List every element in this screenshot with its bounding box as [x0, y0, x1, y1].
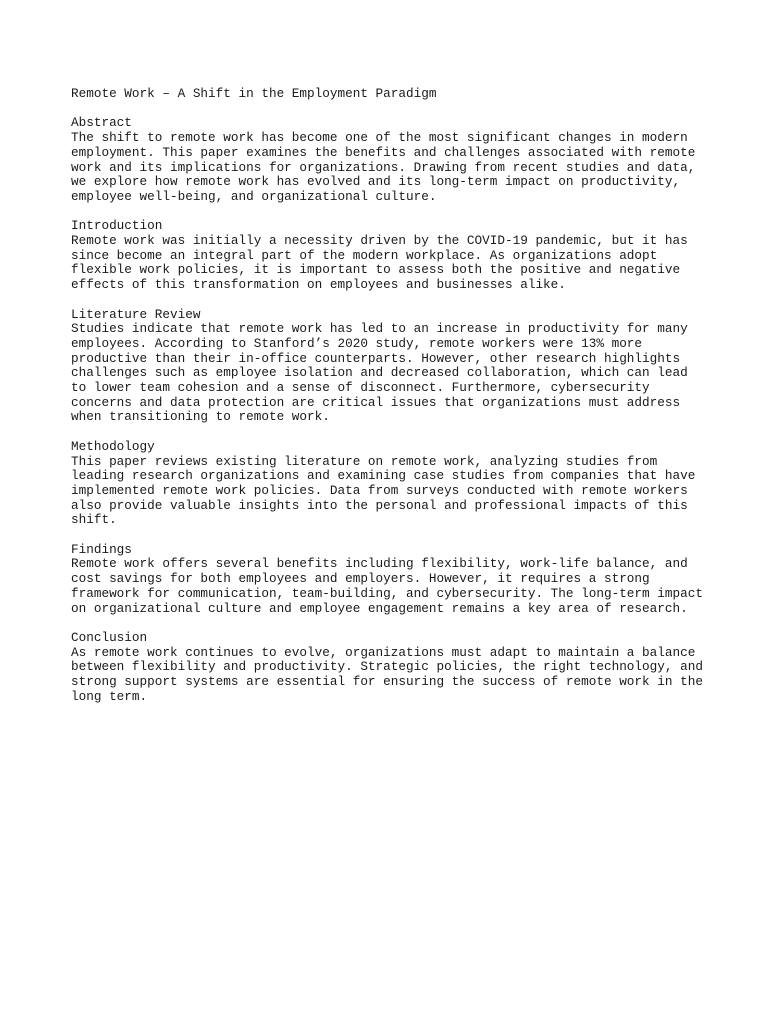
section-heading: Findings — [71, 541, 132, 557]
section-heading: Conclusion — [71, 629, 148, 645]
section-introduction — [71, 219, 711, 293]
section-body: Studies indicate that remote work has led to an increase in productivity for many employees. According to Stanford’s 2020 study, remote workers were 13% more productive than their in-office counterparts. However, other research highlights challenges such as employee isolation and decreased collaboration, which can lead to lower team cohesion and a sense of disconnect. Furthermore, cybersecurity concerns and data protection are critical issues that organizations must address when transitioning to remote work. — [71, 321, 688, 425]
section-body: This paper reviews existing literature on remote work, analyzing studies from leading research organizations and examining case studies from companies that have implemented remote work policies. Data from surveys conducted with remote workers also provide valuable insights into the personal and professional impacts of this shift. — [71, 453, 696, 528]
section-body: The shift to remote work has become one of the most significant changes in modern employment. This paper examines the benefits and challenges associated with remote work and its implications for organizations. Drawing from recent studies and data, we explore how remote work has evolved and its long-term impact on productivity, employee well-being, and organizational culture. — [71, 130, 696, 204]
section-heading: Abstract — [71, 115, 132, 131]
section-heading: Literature Review — [71, 306, 201, 322]
section-methodology — [71, 440, 711, 528]
document-page — [71, 87, 711, 719]
section-heading: Introduction — [71, 218, 163, 234]
section-heading: Methodology — [71, 438, 155, 454]
section-literature-review — [71, 308, 711, 426]
section-conclusion — [71, 631, 711, 705]
document-title: Remote Work – A Shift in the Employment Paradigm — [71, 86, 437, 101]
section-findings — [71, 543, 711, 617]
section-body: As remote work continues to evolve, organizations must adapt to maintain a balance between flexibility and productivity. Strategic policies, the right technology, and strong support systems are essential for ensuring the success of remote work in the long term. — [71, 644, 703, 704]
section-body: Remote work was initially a necessity driven by the COVID-19 pandemic, but it has since become an integral part of the modern workplace. As organizations adopt flexible work policies, it is important to assess both the positive and negative effects of this transformation on employees and businesses alike. — [71, 233, 688, 293]
section-abstract — [71, 116, 711, 204]
section-body: Remote work offers several benefits including flexibility, work-life balance, and cost savings for both employees and employers. However, it requires a strong framework for communication, team-building, and cybersecurity. The long-term impact on organizational culture and employee engagement remains a key area of research. — [71, 556, 703, 616]
